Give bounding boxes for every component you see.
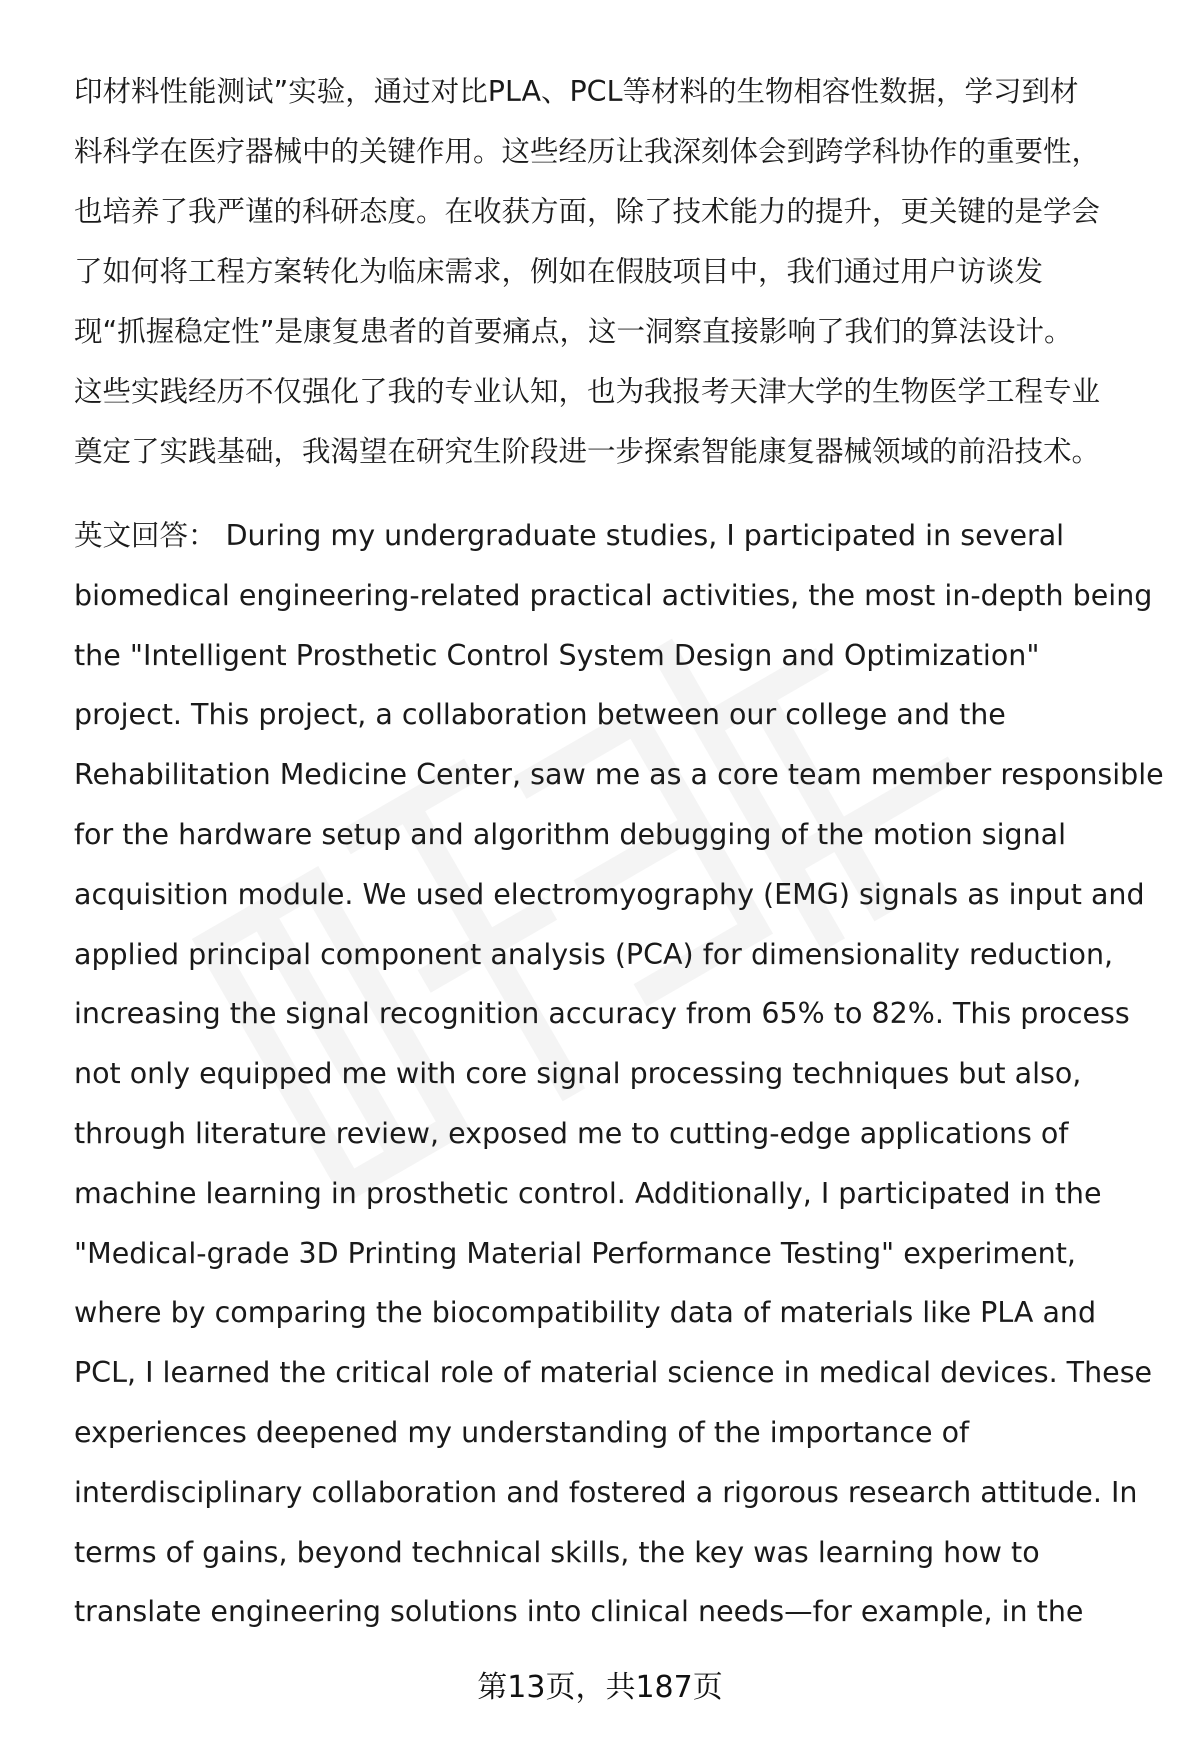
english-line: not only equipped me with core signal processing techniques but also, [74,1057,1082,1091]
english-line: interdisciplinary collaboration and fostered a rigorous research attitude. In [74,1475,1138,1509]
chinese-line: 也培养了我严谨的科研态度。在收获方面，除了技术能力的提升，更关键的是学会 [74,195,1101,228]
english-answer-label: 英文回答： [74,519,217,552]
english-line: acquisition module. We used electromyography (EMG) signals as input and [74,877,1145,911]
english-first-line [74,506,1164,566]
english-answer-paragraph [74,506,1164,1642]
english-line: "Medical-grade 3D Printing Material Performance Testing" experiment, [74,1236,1076,1270]
chinese-line: 现“抓握稳定性”是康复患者的首要痛点，这一洞察直接影响了我们的算法设计。 [74,315,1073,348]
chinese-line: 了如何将工程方案转化为临床需求，例如在假肢项目中，我们通过用户访谈发 [74,255,1044,288]
english-line: PCL, I learned the critical role of material science in medical devices. These [74,1356,1153,1390]
chinese-line: 奠定了实践基础，我渴望在研究生阶段进一步探索智能康复器械领域的前沿技术。 [74,435,1101,468]
english-line: where by comparing the biocompatibility data of materials like PLA and [74,1296,1097,1330]
english-line: During my undergraduate studies, I participated in several [216,519,1065,552]
english-line: machine learning in prosthetic control. Additionally, I participated in the [74,1176,1102,1210]
english-line: biomedical engineering-related practical activities, the most in-depth being [74,578,1153,612]
chinese-line: 料科学在医疗器械中的关键作用。这些经历让我深刻体会到跨学科协作的重要性， [74,135,1101,168]
english-line: terms of gains, beyond technical skills, the key was learning how to [74,1535,1040,1569]
chinese-line: 印材料性能测试”实验，通过对比PLA、PCL等材料的生物相容性数据，学习到材 [74,75,1079,108]
english-line: Rehabilitation Medicine Center, saw me as a core team member responsible [74,758,1164,792]
english-line: translate engineering solutions into clinical needs—for example, in the [74,1595,1084,1629]
english-line: applied principal component analysis (PCA) for dimensionality reduction, [74,937,1114,971]
english-line: for the hardware setup and algorithm debugging of the motion signal [74,817,1067,851]
english-line: through literature review, exposed me to cutting-edge applications of [74,1116,1069,1150]
english-line: increasing the signal recognition accuracy from 65% to 82%. This process [74,997,1130,1031]
chinese-paragraph [74,62,1154,482]
chinese-line: 这些实践经历不仅强化了我的专业认知，也为我报考天津大学的生物医学工程专业 [74,375,1101,408]
english-line: project. This project, a collaboration between our college and the [74,698,1006,732]
english-line: experiences deepened my understanding of the importance of [74,1415,970,1449]
page-number-footer: 第13页，共187页 [477,1670,723,1705]
english-line: the "Intelligent Prosthetic Control System Design and Optimization" [74,638,1040,672]
